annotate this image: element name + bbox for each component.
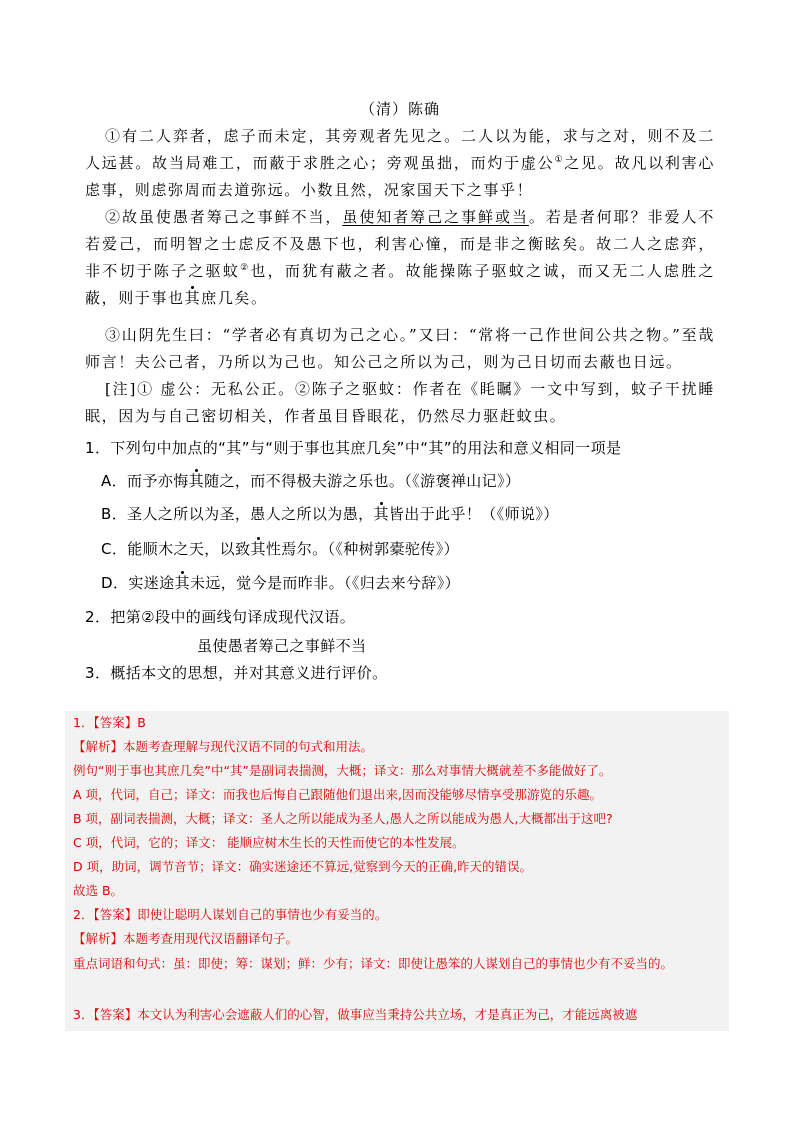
dotted-char-qi: 其 [184, 289, 202, 307]
option-c-dotted-qi: 其 [250, 540, 266, 558]
paragraph-2-text-c: 也，而犹有蔽之者。故能操陈子驱蚊之诚，而又无二人虑胜之蔽，则于事也 [85, 262, 716, 307]
paragraph-2 [85, 204, 715, 312]
answer-line-a: A 项，代词，自己；译文：而我也后悔自己跟随他们退出来,因而没能够尽情享受那游览的乐趣。 [73, 787, 602, 802]
question-3: 3．概括本文的思想，并对其意义进行评价。 [85, 664, 388, 682]
analysis-1: 【解析】本题考查理解与现代汉语不同的句式和用法。 [73, 739, 374, 754]
answer-line-3: 例句“则于事也其庶几矣”中“其”是副词表揣测，大概；译文：那么对事情大概就差不多能做好了。 [73, 763, 612, 778]
answer-2-keypoints: 重点词语和句式：虽：即使；筹：谋划；鲜：少有；译文：即使让愚笨的人谋划自己的事情也少有不妥当的。 [73, 956, 674, 971]
answer-line-b: B 项，副词表揣测，大概；译文：圣人之所以能成为圣人,愚人之所以能成为愚人,大概都出于这吧? [73, 811, 613, 826]
paragraph-1-text: ①有二人弈者，虑子而未定，其旁观者先见之。二人以为能，求与之对，则不及二人远甚。故当局难工，而蔽于求胜之心；旁观虽拙，而灼于虚公 [85, 127, 715, 172]
note-text: [注]① 虚公：无私公正。②陈子之驱蚊：作者在《眊瞩》一文中写到，蚊子干扰睡眠，因为与自己密切相关，作者虽目昏眼花，仍然尽力驱赶蚊虫。 [85, 380, 715, 425]
footnote-ref-1: ① [554, 155, 565, 165]
option-d-post: 未远，觉今是而昨非。（《归去来兮辞》） [189, 574, 461, 592]
answer-line-d: D 项，助词，调节音节；译文：确实迷途还不算远,觉察到今天的正确,昨天的错误。 [73, 859, 533, 874]
option-d-dotted-qi: 其 [174, 574, 190, 592]
option-d-pre: D．实迷途 [101, 574, 175, 592]
answer-1: 1．【答案】B [73, 715, 146, 730]
option-b-post: 皆出于此乎！（《师说》） [388, 505, 559, 523]
question-1: 1．下列句中加点的“其”与“则于事也其庶几矣”中“其”的用法和意义相同一项是 [85, 439, 622, 457]
answer-2: 2．【答案】即使让聪明人谋划自己的事情也少有妥当的。 [73, 907, 388, 922]
question-2: 2．把第②段中的画线句译成现代汉语。 [85, 608, 356, 626]
question-2-sentence: 虽使愚者筹己之事鲜不当 [197, 637, 367, 655]
option-a-pre: A．而予亦悔 [101, 472, 189, 490]
underlined-sentence: 虽使知者筹己之事鲜或当 [342, 208, 529, 226]
paragraph-2-text-d: 庶几矣。 [201, 289, 268, 307]
option-a [101, 470, 520, 491]
passage-author: （清）陈确 [359, 100, 440, 118]
annotation-note [85, 376, 715, 430]
paragraph-2-text-b: 。若是者何耶？非爱人不若爱己，而明智之士虑反不及愚下也，利害心憧，而是非之衡眩矣。故二人之虑弈，非不切于陈子之驱蚊 [85, 208, 715, 280]
option-c-post: 性焉尔。（《种树郭橐驼传》） [265, 540, 459, 558]
option-b-dotted-qi: 其 [373, 505, 389, 523]
option-c-pre: C．能顺木之天，以致 [101, 540, 251, 558]
answer-section [65, 711, 729, 1031]
option-b [101, 503, 559, 524]
paragraph-2-text-a: ②故虽使愚者筹己之事鲜不当， [105, 208, 343, 226]
option-a-post: 随之，而不得极夫游之乐也。（《游褒禅山记》） [204, 472, 521, 490]
option-a-dotted-qi: 其 [188, 472, 205, 490]
analysis-2: 【解析】本题考查用现代汉语翻译句子。 [73, 931, 299, 946]
paragraph-1 [85, 123, 715, 204]
paragraph-1-end: 之见。故凡以利害心虑事，则虑弥周而去道弥远。小数且然，况家国天下之事乎！ [85, 154, 716, 199]
footnote-ref-2: ② [240, 263, 251, 273]
answer-3: 3．【答案】本文认为利害心会遮蔽人们的心智，做事应当秉持公共立场，才是真正为己，才能远离被遮 [73, 1007, 638, 1022]
paragraph-3 [85, 322, 715, 376]
option-c [101, 538, 459, 559]
paragraph-3-text: ③山阴先生曰：“学者必有真切为己之心。”又曰：“常将一己作世间公共之物。”至哉师言！夫公己者，乃所以为己也。知公己之所以为己，则为己日切而去蔽也日远。 [85, 326, 715, 371]
answer-choice: 故选 B。 [73, 883, 124, 898]
option-b-pre: B．圣人之所以为圣，愚人之所以为愚， [101, 505, 374, 523]
option-d [101, 572, 460, 593]
answer-line-c: C 项，代词，它的；译文： 能顺应树木生长的天性而使它的本性发展。 [73, 835, 465, 850]
